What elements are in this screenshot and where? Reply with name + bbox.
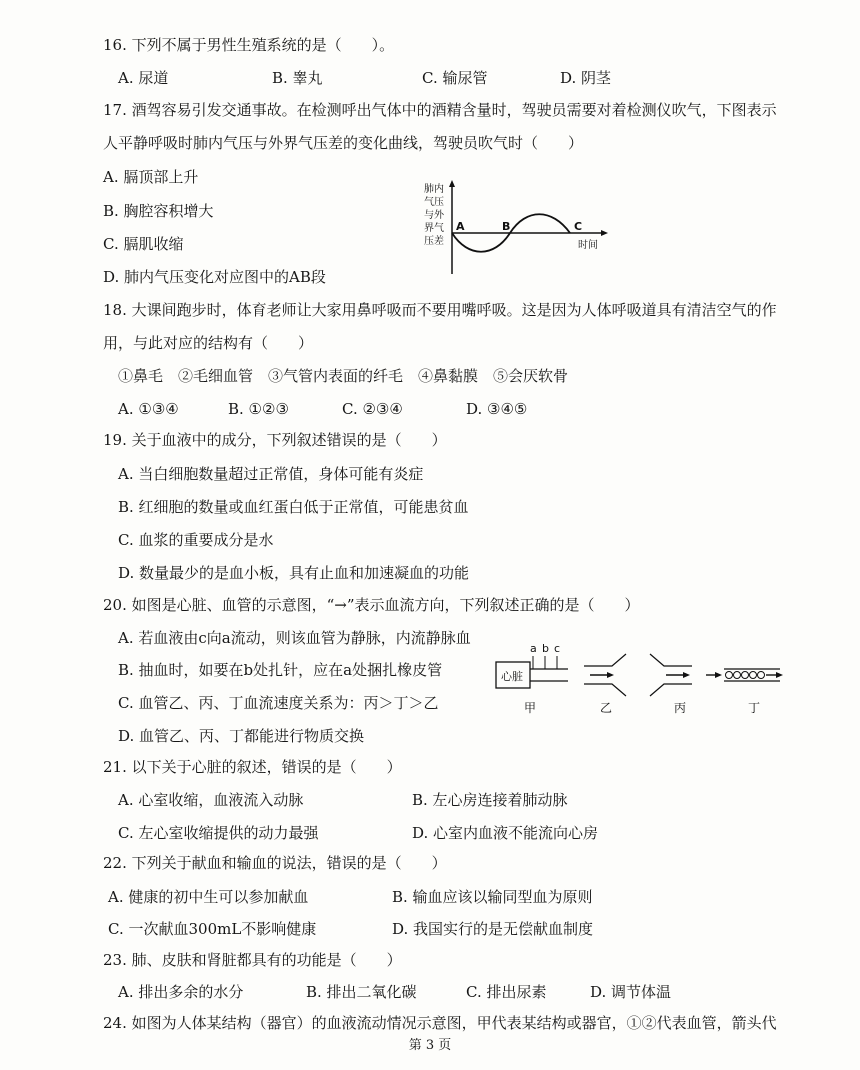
q16-stem: 16. 下列不属于男性生殖系统的是（ ）。 bbox=[103, 36, 395, 54]
heart-label: 心脏 bbox=[501, 670, 523, 683]
q21-option-b: B. 左心房连接着肺动脉 bbox=[412, 791, 568, 809]
q19-option-b: B. 红细胞的数量或血红蛋白低于正常值，可能患贫血 bbox=[118, 498, 469, 516]
q23-option-c: C. 排出尿素 bbox=[466, 983, 547, 1001]
q23-option-d: D. 调节体温 bbox=[590, 983, 672, 1001]
q18-stem-line1: 18. 大课间跑步时，体育老师让大家用鼻呼吸而不要用嘴呼吸。这是因为人体呼吸道具有清洁空气的作 bbox=[103, 301, 777, 319]
q17-stem-line2: 人平静呼吸时肺内气压与外界气压差的变化曲线，驾驶员吹气时（ ） bbox=[103, 134, 584, 152]
q17-option-a: A. 膈顶部上升 bbox=[103, 168, 199, 186]
q16-option-c: C. 输尿管 bbox=[422, 69, 488, 87]
label-bing: 丙 bbox=[674, 701, 687, 715]
q17-stem-line1: 17. 酒驾容易引发交通事故。在检测呼出气体中的酒精含量时，驾驶员需要对着检测仪吹气，下图表示 bbox=[103, 101, 777, 119]
q22-stem: 22. 下列关于献血和输血的说法，错误的是（ ） bbox=[103, 854, 447, 872]
q20-option-d: D. 血管乙、丙、丁都能进行物质交换 bbox=[118, 727, 365, 745]
page-number: 第 3 页 bbox=[408, 1038, 452, 1053]
q19-stem: 19. 关于血液中的成分，下列叙述错误的是（ ） bbox=[103, 431, 447, 449]
q22-option-b: B. 输血应该以输同型血为原则 bbox=[392, 888, 593, 906]
q21-stem: 21. 以下关于心脏的叙述，错误的是（ ） bbox=[103, 758, 402, 776]
q20-heart-vessel-figure bbox=[488, 636, 788, 718]
q16-option-b: B. 睾丸 bbox=[272, 69, 323, 87]
label-jia: 甲 bbox=[524, 701, 537, 715]
graph-ylabel-5: 压差 bbox=[424, 236, 444, 247]
q17-option-b: B. 胸腔容积增大 bbox=[103, 202, 214, 220]
q22-option-a: A. 健康的初中生可以参加献血 bbox=[108, 888, 309, 906]
label-ding: 丁 bbox=[748, 701, 761, 715]
q17-pressure-graph bbox=[420, 178, 610, 278]
q22-option-d: D. 我国实行的是无偿献血制度 bbox=[392, 920, 594, 938]
q16-option-a: A. 尿道 bbox=[118, 69, 169, 87]
arrowhead-yi bbox=[607, 672, 614, 678]
q18-option-a: A. ①③④ bbox=[118, 400, 179, 418]
q18-option-c: C. ②③④ bbox=[342, 400, 403, 418]
q23-stem: 23. 肺、皮肤和肾脏都具有的功能是（ ） bbox=[103, 951, 402, 969]
graph-point-c: C bbox=[574, 220, 583, 233]
q23-option-a: A. 排出多余的水分 bbox=[118, 983, 244, 1001]
graph-y-arrow bbox=[449, 180, 455, 187]
label-yi: 乙 bbox=[600, 701, 613, 715]
graph-point-a: A bbox=[456, 220, 465, 233]
q20-option-a: A. 若血液由c向a流动，则该血管为静脉，内流静脉血 bbox=[118, 629, 471, 647]
q18-stem-line2: 用，与此对应的结构有（ ） bbox=[103, 334, 314, 352]
q16-option-d: D. 阴茎 bbox=[560, 69, 612, 87]
q18-option-d: D. ③④⑤ bbox=[466, 400, 528, 418]
graph-ylabel-1: 肺内 bbox=[424, 184, 444, 195]
point-c-label: c bbox=[554, 642, 561, 655]
q22-option-c: C. 一次献血300mL不影响健康 bbox=[108, 920, 317, 938]
q18-option-b: B. ①②③ bbox=[228, 400, 289, 418]
arrowhead-ding-out bbox=[776, 672, 783, 678]
capillary-cells bbox=[726, 672, 765, 679]
graph-point-b: B bbox=[502, 220, 511, 233]
arrowhead-ding-in bbox=[715, 672, 722, 678]
q19-option-c: C. 血浆的重要成分是水 bbox=[118, 531, 274, 549]
arrowhead-bing bbox=[683, 672, 690, 678]
q17-option-c: C. 膈肌收缩 bbox=[103, 235, 184, 253]
graph-ylabel-2: 气压 bbox=[424, 197, 444, 208]
q21-option-c: C. 左心室收缩提供的动力最强 bbox=[118, 824, 319, 842]
q24-stem: 24. 如图为人体某结构（器官）的血液流动情况示意图，甲代表某结构或器官，①②代表血管，箭头代 bbox=[103, 1014, 777, 1032]
q19-option-d: D. 数量最少的是血小板，具有止血和加速凝血的功能 bbox=[118, 564, 470, 582]
graph-x-arrow bbox=[601, 230, 608, 236]
point-b-label: b bbox=[542, 642, 549, 655]
q21-option-a: A. 心室收缩，血液流入动脉 bbox=[118, 791, 304, 809]
point-a-label: a bbox=[530, 642, 537, 655]
graph-xlabel: 时间 bbox=[578, 240, 598, 251]
graph-ylabel-3: 与外 bbox=[424, 210, 444, 221]
q20-stem: 20. 如图是心脏、血管的示意图，“→”表示血流方向，下列叙述正确的是（ ） bbox=[103, 596, 640, 614]
q17-option-d: D. 肺内气压变化对应图中的AB段 bbox=[103, 268, 326, 286]
q18-items: ①鼻毛 ②毛细血管 ③气管内表面的纤毛 ④鼻黏膜 ⑤会厌软骨 bbox=[118, 367, 569, 385]
q20-option-c: C. 血管乙、丙、丁血流速度关系为：丙＞丁＞乙 bbox=[118, 694, 439, 712]
q21-option-d: D. 心室内血液不能流向心房 bbox=[412, 824, 599, 842]
q20-option-b: B. 抽血时，如要在b处扎针，应在a处捆扎橡皮管 bbox=[118, 661, 443, 679]
q19-option-a: A. 当白细胞数量超过正常值，身体可能有炎症 bbox=[118, 465, 424, 483]
q23-option-b: B. 排出二氧化碳 bbox=[306, 983, 417, 1001]
graph-ylabel-4: 界气 bbox=[424, 223, 444, 234]
